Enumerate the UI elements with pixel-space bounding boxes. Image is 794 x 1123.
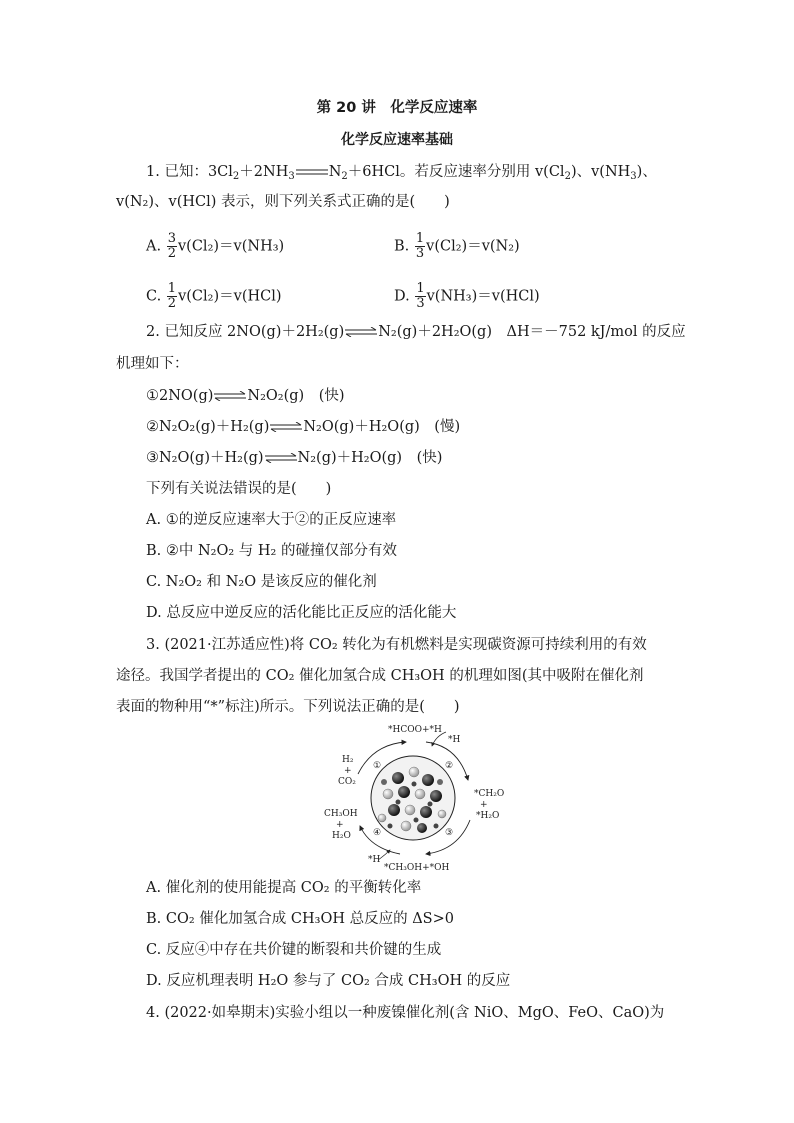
reversible-arrow-icon [264,453,298,463]
fraction-numerator: 3 [167,231,176,246]
step-text: N₂O(g)＋H₂O(g) (慢) [303,419,461,435]
q1-text-d: )、v(NH [570,164,631,180]
q2-step-1 [146,386,345,406]
section-subtitle: 化学反应速率基础 [341,132,453,148]
fraction-denominator: 2 [167,296,177,311]
label-h2o-left: H₂O [332,831,351,841]
label-h-top: *H [448,735,461,745]
label-plus-2: + [480,800,488,810]
q1-option-b[interactable] [394,232,520,261]
fraction [415,232,425,261]
reversible-arrow-icon [344,327,378,337]
label-h-bottom: *H [368,855,381,865]
q2-text-a: 2. 已知反应 2NO(g)＋2H₂(g) [146,324,345,340]
step-text: ②N₂O₂(g)＋H₂(g) [146,419,270,435]
option-label: C. [146,288,162,305]
option-text: v(Cl₂)＝v(N₂) [426,238,520,255]
option-text: v(Cl₂)＝v(NH₃) [177,238,285,255]
option-label: B. [394,238,410,255]
fraction-numerator: 1 [415,231,425,246]
reversible-arrow-icon [213,391,247,401]
option-label: D. [394,288,410,305]
q3-option-d[interactable]: D. 反应机理表明 H₂O 参与了 CO₂ 合成 CH₃OH 的反应 [146,973,511,989]
q1-text-a: 1. 已知：3Cl [146,164,233,180]
q2-option-c[interactable]: C. N₂O₂ 和 N₂O 是该反应的催化剂 [146,574,377,590]
q1-option-a[interactable] [146,232,284,261]
fraction [167,282,177,311]
q2-step-3 [146,448,442,468]
fraction [415,282,425,311]
q3-option-b[interactable]: B. CO₂ 催化加氢合成 CH₃OH 总反应的 ΔS>0 [146,911,454,927]
q1-text-c: ＋6HCl。若反应速率分别用 v(Cl [347,164,565,180]
fraction-denominator: 3 [416,296,425,311]
label-ch3oh-oh: *CH₃OH+*OH [384,863,450,872]
q2-line2: 机理如下： [116,356,189,372]
option-text: v(NH₃)＝v(HCl) [426,288,540,305]
q1-text-e: )、 [636,164,657,180]
reversible-arrow-icon [269,422,303,432]
q1-line2: v(N₂)、v(HCl) 表示，则下列关系式正确的是( ) [116,194,450,210]
q2-option-b[interactable]: B. ②中 N₂O₂ 与 H₂ 的碰撞仅部分有效 [146,543,397,559]
label-h2: H₂ [342,755,354,765]
q2-option-a[interactable]: A. ①的逆反应速率大于②的正反应速率 [146,512,397,528]
q1-option-c[interactable] [146,282,282,311]
q2-stem: 下列有关说法错误的是( ) [146,481,332,497]
label-ch2o: *CH₂O [474,789,505,799]
page-title: 第 20 讲 化学反应速率 [316,100,478,116]
q3-line1: 3. (2021·江苏适应性)将 CO₂ 转化为有机燃料是实现碳资源可持续利用的有效 [146,637,647,653]
q3-line3: 表面的物种用“*”标注)所示。下列说法正确的是( ) [116,699,460,715]
step-text: N₂(g)＋H₂O(g) (快) [297,450,443,466]
fraction-denominator: 3 [415,246,425,261]
q3-option-a[interactable]: A. 催化剂的使用能提高 CO₂ 的平衡转化率 [146,880,422,896]
equals-sign-icon [295,167,329,177]
step-text: ③N₂O(g)＋H₂(g) [146,450,264,466]
label-plus-1: + [344,766,352,776]
q4-line1: 4. (2022·如皋期末)实验小组以一种废镍催化剂(含 NiO、MgO、FeO、CaO)为 [146,1005,665,1021]
fraction-numerator: 1 [167,281,177,296]
q1-option-d[interactable] [394,282,540,311]
fraction-denominator: 2 [167,246,176,261]
step-text: ①2NO(g) [146,388,214,404]
label-ch3oh: CH₃OH [324,809,358,819]
label-co2: CO₂ [338,777,356,787]
q1-line1: 1. 已知：$3Cl_2+2NH_3$ $N_2+6HCl$。若反应速率分别用 $v(Cl_2)$、$v(NH_3)$、 [146,164,657,182]
q3-option-c[interactable]: C. 反应④中存在共价键的断裂和共价键的生成 [146,942,442,958]
fraction-numerator: 1 [416,281,425,296]
mechanism-diagram [318,722,508,872]
step-1-label: ① [373,761,382,771]
q2-text-b: N₂(g)＋2H₂O(g) ΔH＝－752 kJ/mol 的反应 [378,324,686,340]
q3-line2: 途径。我国学者提出的 CO₂ 催化加氢合成 CH₃OH 的机理如图(其中吸附在催化剂 [116,668,644,684]
label-hcoo: *HCOO+*H [388,725,442,735]
q2-option-d[interactable]: D. 总反应中逆反应的活化能比正反应的活化能大 [146,605,457,621]
step-text: N₂O₂(g) (快) [247,388,345,404]
fraction [167,232,177,261]
q1-text-b: N [328,164,342,180]
q2-step-2 [146,417,460,437]
label-h2o-right: *H₂O [476,811,500,821]
option-label: A. [146,238,162,255]
label-plus-3: + [336,820,344,830]
step-3-label: ③ [445,828,454,838]
option-text: v(Cl₂)＝v(HCl) [178,288,282,305]
step-4-label: ④ [373,828,382,838]
q2-line1 [146,322,686,342]
step-2-label: ② [445,761,454,771]
